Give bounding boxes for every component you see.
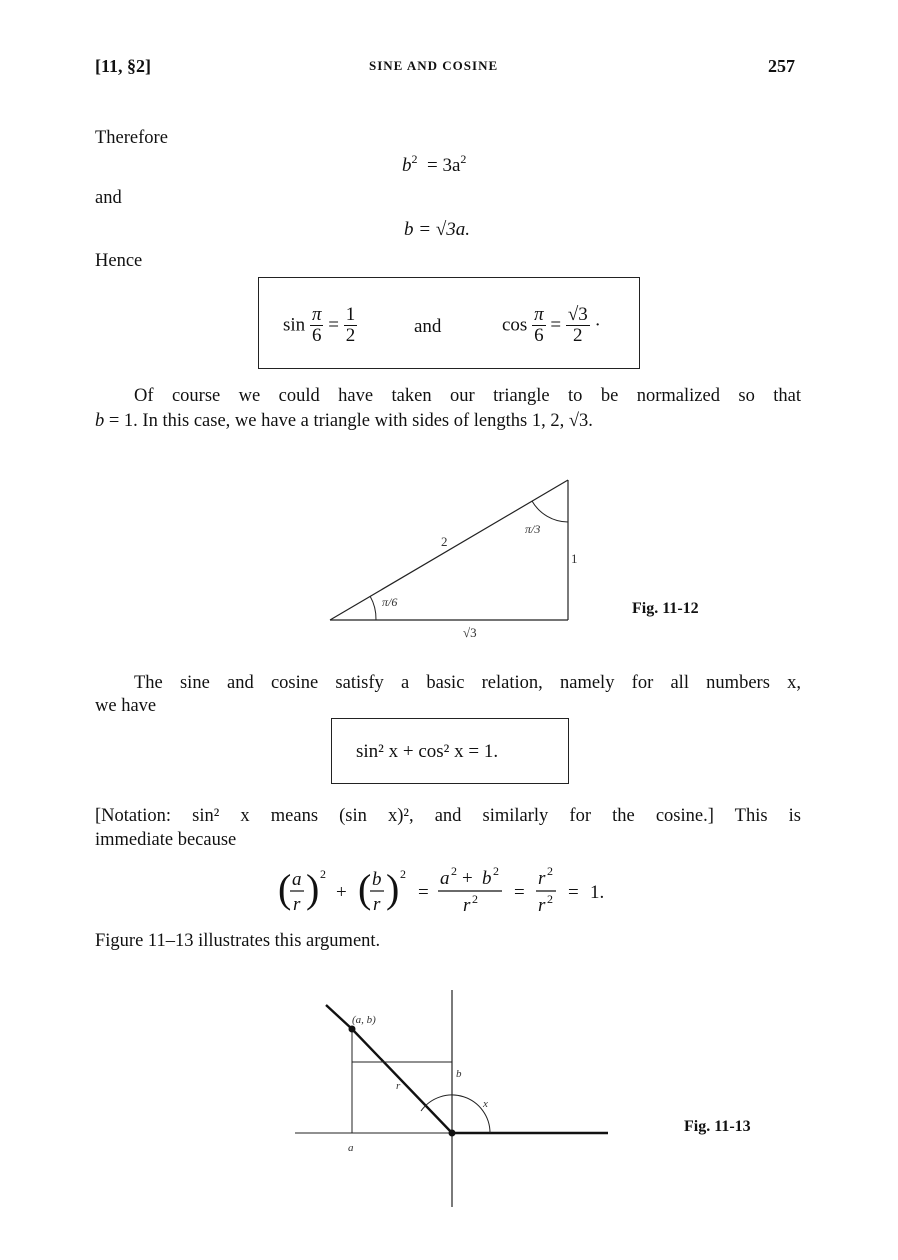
caption-fig-11-12: Fig. 11-12 (632, 600, 699, 617)
svg-text:2: 2 (547, 864, 553, 878)
svg-text:=: = (568, 882, 579, 903)
svg-text:+: + (336, 882, 347, 903)
r-label: r (396, 1080, 401, 1092)
boxed-and: and (414, 316, 442, 337)
section-ref: [11, §2] (95, 56, 151, 76)
svg-text:b: b (372, 869, 382, 890)
paragraph-notation-line2: immediate because (95, 830, 237, 850)
angle-arc-top (532, 501, 568, 522)
point-a-b (349, 1026, 356, 1033)
angle-arc-left (370, 596, 376, 620)
svg-text:2: 2 (451, 864, 457, 878)
svg-text:+: + (462, 868, 473, 889)
radius-ray-extension (326, 1005, 352, 1029)
svg-text:2: 2 (472, 892, 478, 906)
svg-text:r: r (538, 868, 546, 889)
base-label: √3 (463, 625, 477, 640)
radius-segment (352, 1029, 452, 1133)
svg-text:r: r (463, 895, 471, 916)
angle-left-label: π/6 (382, 595, 398, 609)
svg-text:=: = (514, 882, 525, 903)
pi-over-six: $\frac{\pi}{6}$ (311, 304, 322, 346)
identity-formula: sin² x + cos² x = 1. (356, 741, 499, 762)
b-label: b (456, 1068, 462, 1080)
pi-over-six-cos: $\frac{\pi}{6}$ (534, 304, 544, 346)
paragraph-normalized-line1: Of course we could have taken our triangle to be normalized so that (134, 386, 801, 406)
page-number: 257 (768, 56, 795, 76)
word-hence: Hence (95, 251, 143, 271)
figure-11-12-triangle (320, 470, 590, 650)
side-label: 1 (571, 551, 578, 566)
hyp-label: 2 (441, 534, 448, 549)
svg-text:2: 2 (547, 892, 553, 906)
word-therefore: Therefore (95, 128, 168, 148)
svg-text:2: 2 (320, 867, 326, 881)
eq1-lhs: b (402, 155, 412, 176)
paragraph-normalized-line2: b = 1. In this case, we have a triangle with sides of lengths 1, 2, √3. (95, 411, 593, 431)
one-half: $\frac{1}{2}$ (345, 304, 356, 346)
point-label: (a, b) (352, 1014, 376, 1026)
origin-point (449, 1130, 456, 1137)
svg-text:r: r (538, 895, 546, 916)
x-label: x (483, 1098, 488, 1110)
equation-b-squared: $b^2 = 3a^2$ (402, 152, 467, 176)
svg-text:b: b (482, 868, 492, 889)
angle-arc-x (421, 1095, 490, 1133)
equation-derivation (270, 858, 630, 928)
a-label: a (348, 1142, 354, 1154)
svg-text:): ) (386, 866, 400, 911)
svg-text:=: = (418, 882, 429, 903)
running-title: SINE AND COSINE (369, 58, 499, 73)
svg-text:a: a (292, 869, 302, 890)
svg-text:2: 2 (493, 864, 499, 878)
boxed-sin-formula: sin $\frac{\pi}{6}$ = $\frac{1}{2}$ (283, 304, 356, 346)
caption-fig-11-13: Fig. 11-13 (684, 1118, 751, 1135)
svg-text:r: r (293, 894, 301, 915)
figure-11-13-unit-circle (290, 985, 620, 1210)
svg-text:(: ( (278, 866, 292, 911)
svg-text:1.: 1. (590, 882, 605, 903)
paragraph-identity-line1: The sine and cosine satisfy a basic relation, namely for all numbers x, (134, 673, 801, 693)
root3-over-two: $\frac{√3}{2}$ (567, 304, 588, 346)
word-and: and (95, 188, 122, 208)
svg-text:a: a (440, 868, 450, 889)
boxed-cos-formula: cos $\frac{\pi}{6}$ = $\frac{√3}{2}$ · (502, 304, 601, 346)
svg-text:2: 2 (400, 867, 406, 881)
cos-label: cos (502, 314, 528, 336)
paragraph-identity-line2: we have (95, 696, 157, 716)
equation-b-value: b = √3a. (404, 219, 470, 240)
angle-top-label: π/3 (525, 522, 541, 536)
eq1-rhs: = 3a (427, 155, 461, 176)
paragraph-figure-ref: Figure 11–13 illustrates this argument. (95, 931, 381, 951)
svg-text:): ) (306, 866, 320, 911)
paragraph-notation-line1: [Notation: sin² x means (sin x)², and similarly for the cosine.] This is (95, 806, 801, 826)
sin-label: sin (283, 314, 306, 336)
svg-text:r: r (373, 894, 381, 915)
svg-text:(: ( (358, 866, 372, 911)
